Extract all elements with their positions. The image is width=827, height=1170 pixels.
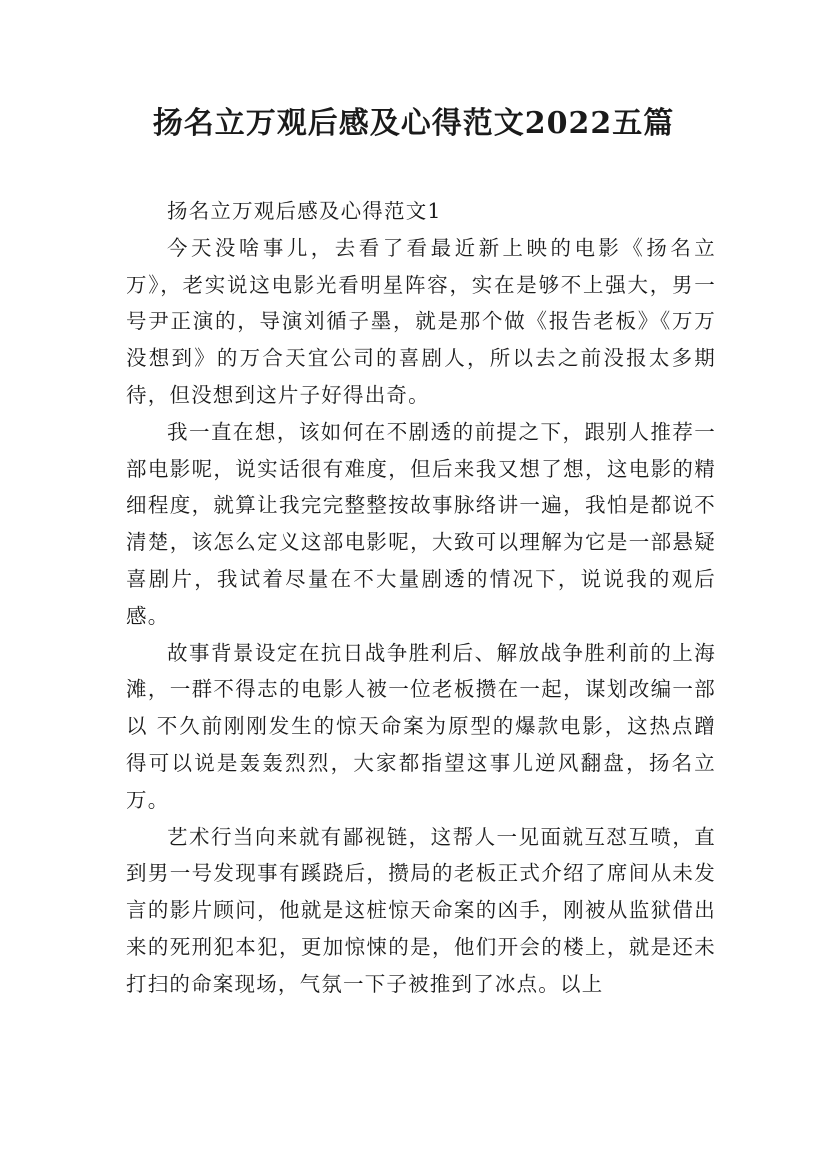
paragraph: 我一直在想，该如何在不剧透的前提之下，跟别人推荐一部电影呢，说实话很有难度，但后来我又想了想，这电影的精细程度，就算让我完完整整按故事脉络讲一遍，我怕是都说不清楚，该怎么定义这部电影呢，大致可以理解为它是一部悬疑喜剧片，我试着尽量在不大量剧透的情况下，说说我的观后感。: [126, 419, 716, 628]
section-heading: 扬名立万观后感及心得范文1: [167, 199, 442, 223]
paragraph: 故事背景设定在抗日战争胜利后、解放战争胜利前的上海滩，一群不得志的电影人被一位老板攒在一起，谋划改编一部以 不久前刚刚发生的惊天命案为原型的爆款电影，这热点蹭得可以说是轰轰烈烈，大家都指望这事儿逆风翻盘，扬名立万。: [126, 640, 716, 812]
document-body: [126, 193, 716, 1003]
paragraph: 今天没啥事儿，去看了看最近新上映的电影《扬名立万》，老实说这电影光看明星阵容，实在是够不上强大，男一号尹正演的，导演刘循子墨，就是那个做《报告老板》《万万没想到》的万合天宜公司的喜剧人，所以去之前没报太多期待，但没想到这片子好得出奇。: [126, 235, 716, 407]
paragraph: 艺术行当向来就有鄙视链，这帮人一见面就互怼互喷，直到男一号发现事有蹊跷后，攒局的老板正式介绍了席间从未发言的影片顾问，他就是这桩惊天命案的凶手，刚被从监狱借出来的死刑犯本犯，更加惊悚的是，他们开会的楼上，就是还未打扫的命案现场，气氛一下子被推到了冰点。以上: [126, 824, 716, 996]
document-title: 扬名立万观后感及心得范文2022五篇: [152, 106, 675, 141]
